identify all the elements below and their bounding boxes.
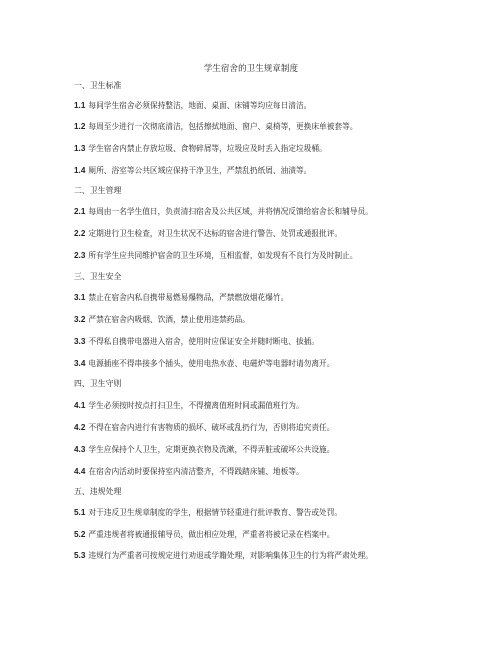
- item-text: 每间学生宿舍必须保持整洁，地面、桌面、床铺等均应每日清洁。: [88, 101, 312, 110]
- list-item: [74, 314, 482, 325]
- item-number: 5.2: [74, 530, 86, 539]
- item-number: 3.2: [74, 315, 86, 324]
- item-text: 所有学生应共同维护宿舍的卫生环境，互相监督，如发现有不良行为及时制止。: [88, 251, 358, 260]
- item-number: 1.3: [74, 144, 86, 153]
- item-number: 1.2: [74, 122, 86, 131]
- item-text: 电源插座不得串接多个插头，使用电热水壶、电磁炉等电器时请勿离开。: [88, 359, 335, 368]
- item-text: 违规行为严重者可按规定进行劝退或学籍处理，对影响集体卫生的行为将严肃处理。: [88, 551, 373, 560]
- list-item: [74, 400, 482, 411]
- item-number: 5.3: [74, 551, 86, 560]
- document-title: 学生宿舍的卫生规章制度: [203, 63, 299, 73]
- item-number: 4.3: [74, 445, 86, 454]
- item-text: 不得在宿舍内进行有害物质的损坏、破坏或乱扔行为，否则将追究责任。: [88, 423, 335, 432]
- item-text: 定期进行卫生检查，对卫生状况不达标的宿舍进行警告、处罚或通报批评。: [88, 229, 343, 238]
- item-text: 禁止在宿舍内私自携带易燃易爆物品，严禁燃放烟花爆竹。: [88, 293, 289, 302]
- list-item: [74, 250, 482, 261]
- item-number: 2.1: [74, 207, 86, 216]
- list-item: [74, 507, 482, 518]
- item-number: 2.2: [74, 229, 86, 238]
- item-text: 每周由一名学生值日，负责清扫宿舍及公共区域，并将情况反馈给宿舍长和辅导员。: [88, 207, 373, 216]
- item-text: 每周至少进行一次彻底清洁，包括擦拭地面、窗户、桌椅等，更换床单被套等。: [88, 122, 358, 131]
- item-number: 4.4: [74, 467, 86, 476]
- item-number: 1.1: [74, 101, 86, 110]
- item-text: 学生宿舍内禁止存放垃圾、食物碎屑等，垃圾应及时丢入指定垃圾桶。: [88, 144, 327, 153]
- item-text: 不得私自携带电器进入宿舍，使用时应保证安全并随时断电、拔插。: [88, 337, 320, 346]
- section-heading-rules: 四、卫生守则: [74, 379, 122, 388]
- list-item: [74, 165, 482, 176]
- list-item: [74, 143, 482, 154]
- list-item: [74, 228, 482, 239]
- list-item: [74, 466, 482, 477]
- item-number: 2.3: [74, 251, 86, 260]
- section-heading-violations: 五、违规处理: [74, 487, 122, 496]
- list-item: [74, 529, 482, 540]
- list-item: [74, 100, 482, 111]
- item-text: 严禁在宿舍内吸烟、饮酒，禁止使用违禁药品。: [88, 315, 250, 324]
- item-text: 严重违规者将被通报辅导员，做出相应处理，严重者将被记录在档案中。: [88, 530, 335, 539]
- item-number: 1.4: [74, 166, 86, 175]
- list-item: [74, 206, 482, 217]
- item-text: 学生必须按时按点打扫卫生，不得擅离值班时间或漏值班行为。: [88, 401, 304, 410]
- item-number: 4.1: [74, 401, 86, 410]
- section-heading-safety: 三、卫生安全: [74, 272, 122, 281]
- list-item: [74, 336, 482, 347]
- section-heading-standards: 一、卫生标准: [74, 81, 122, 90]
- item-text: 对于违反卫生规章制度的学生，根据情节轻重进行批评教育、警告或处罚。: [88, 508, 343, 517]
- section-heading-management: 二、卫生管理: [74, 186, 122, 195]
- item-number: 3.1: [74, 293, 86, 302]
- item-number: 3.3: [74, 337, 86, 346]
- item-number: 5.1: [74, 508, 86, 517]
- list-item: [74, 422, 482, 433]
- list-item: [74, 121, 482, 132]
- list-item: [74, 358, 482, 369]
- item-text: 厕所、浴室等公共区域应保持干净卫生，严禁乱扔纸屑、油渍等。: [88, 166, 312, 175]
- item-text: 学生应保持个人卫生，定期更换衣物及洗漱，不得弄脏或破坏公共设施。: [88, 445, 335, 454]
- item-number: 3.4: [74, 359, 86, 368]
- item-text: 在宿舍内活动时要保持室内清洁整齐，不得践踏床铺、地板等。: [88, 467, 304, 476]
- list-item: [74, 550, 482, 561]
- list-item: [74, 444, 482, 455]
- list-item: [74, 292, 482, 303]
- item-number: 4.2: [74, 423, 86, 432]
